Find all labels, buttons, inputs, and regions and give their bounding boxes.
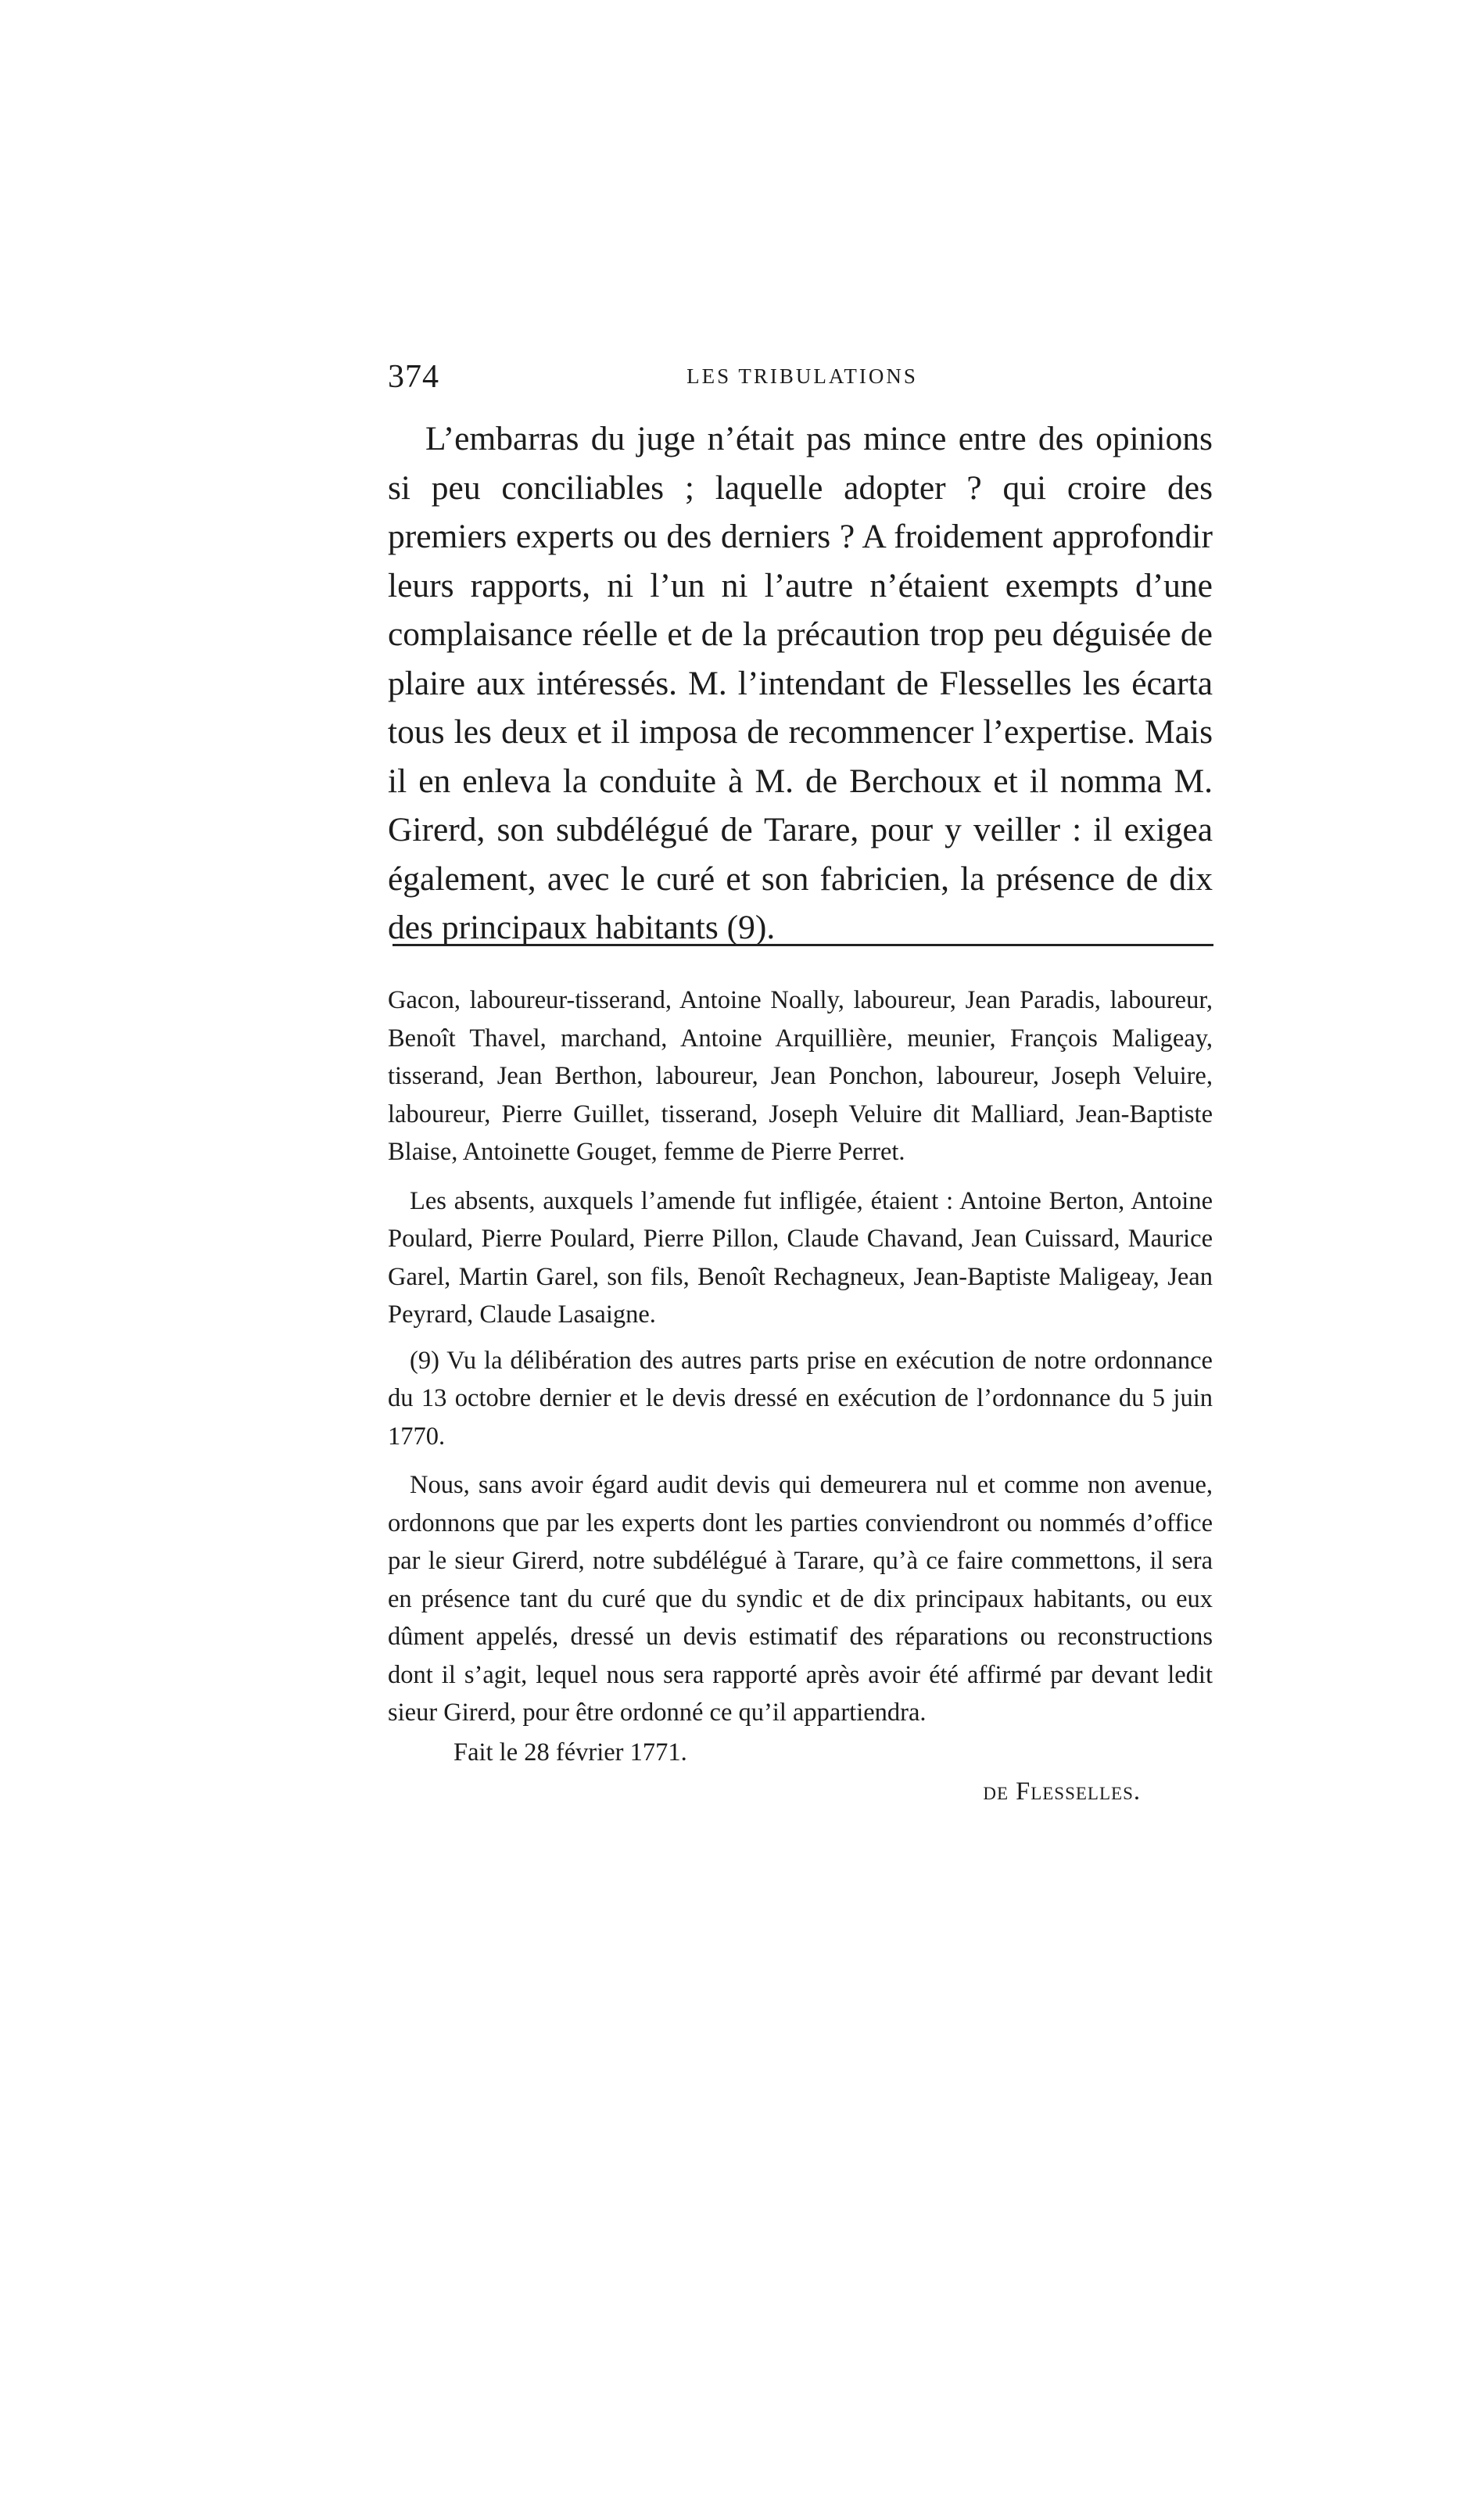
- footnote-absents: Les absents, auxquels l’amende fut infligée, étaient : Antoine Berton, Antoine Poulard, Pierre Poulard, Pierre Pillon, Claude Chavand, Jean Cuissard, Maurice Garel, Martin Garel, son fils, Benoît Rechagneux, Jean-Baptiste Maligeay, Jean Peyrard, Claude Lasaigne.: [388, 1186, 1213, 1329]
- page-number: 374: [388, 359, 439, 395]
- main-paragraph: L’embarras du juge n’était pas mince entre des opinions si peu conciliables ; laquelle adopter ? qui croire des premiers experts ou des derniers ? A froidement approfondir leurs rapports, ni l’un ni l’autre n’étaient exempts d’une complaisance réelle et de la précaution trop peu déguisée de plaire aux intéressés. M. l’intendant de Flesselles les écarta tous les deux et il imposa de recommencer l’expertise. Mais il en enleva la conduite à M. de Berchoux et il nomma M. Girerd, son subdélégué de Tarare, pour y veiller : il exigea également, avec le curé et son fabricien, la présence de dix des principaux habitants (9).: [388, 420, 1213, 946]
- footnote-9: (9) Vu la délibération des autres parts prise en exécution de notre ordonnance du 13 octobre dernier et le devis dressé en exécution de l’ordonnance du 5 juin 1770.: [388, 1346, 1213, 1451]
- footnote-ordonnance: Nous, sans avoir égard audit devis qui demeurera nul et comme non avenue, ordonnons que par les experts dont les parties conviendront ou nommés d’office par le sieur Girerd, notre subdélégué à Tarare, qu’à ce faire commettons, il sera en présence tant du curé que du syndic et de dix principaux habitants, ou eux dûment appelés, dressé un devis estimatif des réparations ou reconstructions dont il s’agit, lequel nous sera rapporté après avoir été affirmé par devant ledit sieur Girerd, pour être ordonné ce qu’il appartiendra.: [388, 1471, 1213, 1727]
- footnote-continuation: Gacon, laboureur-tisserand, Antoine Noally, laboureur, Jean Paradis, laboureur, Benoît Thavel, marchand, Antoine Arquillière, meunier, François Maligeay, tisserand, Jean Berthon, laboureur, Jean Ponchon, laboureur, Joseph Veluire, laboureur, Pierre Guillet, tisserand, Joseph Veluire dit Malliard, Jean-Baptiste Blaise, Antoinette Gouget, femme de Pierre Perret.: [388, 986, 1213, 1166]
- footnote-signature: de Flesselles.: [983, 1777, 1141, 1806]
- page-header: [388, 353, 1217, 400]
- running-head: LES TRIBULATIONS: [686, 364, 918, 388]
- footnote-divider: [393, 944, 1213, 946]
- footnotes: [388, 981, 1213, 1811]
- main-text: [388, 414, 1213, 952]
- footnote-date: Fait le 28 février 1771.: [453, 1738, 687, 1767]
